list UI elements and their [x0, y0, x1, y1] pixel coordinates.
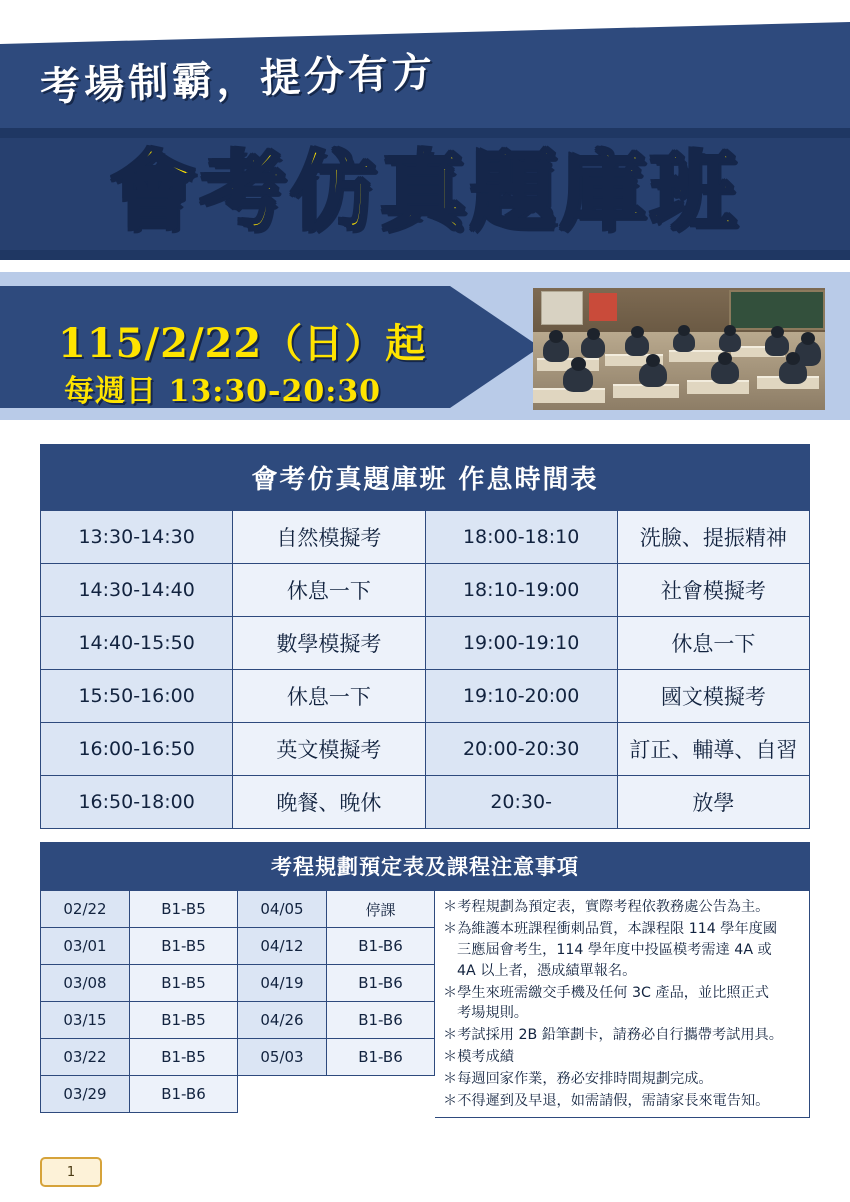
- schedule-activity-left: 休息一下: [233, 564, 425, 617]
- table-row: [41, 965, 435, 1002]
- plan-section: [40, 842, 810, 1118]
- table-row: [41, 928, 435, 965]
- schedule-activity-left: 自然模擬考: [233, 511, 425, 564]
- photo-student-head: [801, 332, 815, 345]
- note-item: [443, 897, 801, 918]
- schedule-time-left: 16:50-18:00: [41, 776, 233, 829]
- photo-student-head: [587, 328, 600, 340]
- schedule-time-right: 19:10-20:00: [425, 670, 617, 723]
- photo-student-head: [571, 357, 586, 371]
- note-line: ＊不得遲到及早退，如需請假，需請家長來電告知。: [443, 1092, 770, 1109]
- plan-date-right: 04/26: [238, 1002, 327, 1039]
- note-line: ＊為維護本班課程衝刺品質，本課程限 114 學年度國: [443, 920, 778, 937]
- plan-date-left: 03/29: [41, 1076, 130, 1113]
- plan-date-right: 05/03: [238, 1039, 327, 1076]
- note-line: ＊模考成績: [443, 1049, 514, 1066]
- schedule-time-right: 18:00-18:10: [425, 511, 617, 564]
- schedule-table: [40, 444, 810, 829]
- table-row: [41, 776, 810, 829]
- note-item: [443, 983, 801, 1025]
- photo-student-head: [718, 352, 732, 365]
- plan-code-left: B1-B5: [130, 1002, 238, 1039]
- schedule-time-right: 20:30-: [425, 776, 617, 829]
- plan-code-left: B1-B5: [130, 928, 238, 965]
- note-line: ＊考試採用 2B 鉛筆劃卡，請務必自行攜帶考試用具。: [443, 1027, 783, 1044]
- note-item: [443, 1069, 801, 1090]
- plan-code-left: B1-B5: [130, 965, 238, 1002]
- table-row: [41, 670, 810, 723]
- note-line: 考場規則。: [457, 1005, 528, 1022]
- photo-wall-poster: [541, 291, 583, 325]
- plan-date-right: 04/19: [238, 965, 327, 1002]
- plan-date-left: 02/22: [41, 891, 130, 928]
- table-row: [41, 617, 810, 670]
- plan-date-left: 03/01: [41, 928, 130, 965]
- table-row: [41, 511, 810, 564]
- plan-date-left: 03/22: [41, 1039, 130, 1076]
- schedule-activity-left: 晚餐、晚休: [233, 776, 425, 829]
- note-item: [443, 1025, 801, 1046]
- note-line: ＊考程規劃為預定表，實際考程依教務處公告為主。: [443, 899, 770, 915]
- start-date-text: 115/2/22（日）起: [58, 320, 427, 367]
- photo-student-head: [631, 326, 644, 338]
- photo-student-head: [786, 352, 800, 365]
- plan-body: [40, 890, 810, 1118]
- schedule-title: 會考仿真題庫班 作息時間表: [41, 445, 810, 511]
- photo-student-head: [724, 325, 736, 336]
- schedule-activity-right: 國文模擬考: [617, 670, 809, 723]
- schedule-time-left: 16:00-16:50: [41, 723, 233, 776]
- photo-student-head: [771, 326, 784, 338]
- schedule-time-left: 14:30-14:40: [41, 564, 233, 617]
- page-number: 1: [40, 1157, 102, 1187]
- classroom-photo: [533, 288, 825, 410]
- schedule-time-right: 19:00-19:10: [425, 617, 617, 670]
- table-row: [41, 891, 435, 928]
- weekly-time-text: 每週日 13:30-20:30: [64, 374, 382, 409]
- plan-code-left: B1-B5: [130, 891, 238, 928]
- schedule-header-row: [41, 445, 810, 511]
- note-item: [443, 1091, 801, 1112]
- plan-date-right: 04/12: [238, 928, 327, 965]
- plan-code-right: B1-B6: [327, 928, 435, 965]
- schedule-time-left: 15:50-16:00: [41, 670, 233, 723]
- schedule-activity-left: 英文模擬考: [233, 723, 425, 776]
- schedule-time-right: 18:10-19:00: [425, 564, 617, 617]
- schedule-activity-right: 訂正、輔導、自習: [617, 723, 809, 776]
- slogan-text: 考場制霸，提分有方: [39, 48, 437, 111]
- plan-title: 考程規劃預定表及課程注意事項: [40, 842, 810, 890]
- schedule-time-right: 20:00-20:30: [425, 723, 617, 776]
- photo-wall-poster-red: [589, 293, 617, 321]
- page-title: 會考仿真題庫班: [110, 141, 740, 242]
- schedule-time-left: 13:30-14:30: [41, 511, 233, 564]
- schedule-activity-right: 放學: [617, 776, 809, 829]
- plan-code-right: B1-B6: [327, 965, 435, 1002]
- note-item: [443, 1047, 801, 1068]
- schedule-activity-right: 休息一下: [617, 617, 809, 670]
- note-line: ＊每週回家作業，務必安排時間規劃完成。: [443, 1071, 713, 1087]
- plan-empty-cell: [327, 1076, 435, 1113]
- plan-table: [40, 890, 435, 1113]
- schedule-activity-left: 休息一下: [233, 670, 425, 723]
- schedule-activity-left: 數學模擬考: [233, 617, 425, 670]
- plan-code-left: B1-B6: [130, 1076, 238, 1113]
- plan-code-right: B1-B6: [327, 1039, 435, 1076]
- photo-desk: [669, 350, 725, 362]
- table-row: [41, 1039, 435, 1076]
- schedule-time-left: 14:40-15:50: [41, 617, 233, 670]
- note-item: [443, 919, 801, 982]
- note-line: 三應屆會考生，114 學年度中投區模考需達 4A 或: [457, 941, 772, 958]
- schedule-activity-right: 社會模擬考: [617, 564, 809, 617]
- plan-date-right: 04/05: [238, 891, 327, 928]
- plan-empty-cell: [238, 1076, 327, 1113]
- photo-blackboard: [729, 290, 825, 330]
- plan-code-right: B1-B6: [327, 1002, 435, 1039]
- table-row: [41, 723, 810, 776]
- plan-code-right: 停課: [327, 891, 435, 928]
- table-row: [41, 1076, 435, 1113]
- table-row: [41, 564, 810, 617]
- photo-student-head: [678, 325, 690, 336]
- table-row: [41, 1002, 435, 1039]
- photo-student-head: [646, 354, 660, 367]
- photo-student-head: [549, 330, 563, 343]
- schedule-activity-right: 洗臉、提振精神: [617, 511, 809, 564]
- note-line: 4A 以上者，憑成績單報名。: [457, 962, 637, 979]
- plan-date-left: 03/15: [41, 1002, 130, 1039]
- plan-date-left: 03/08: [41, 965, 130, 1002]
- notes-panel: [435, 890, 810, 1118]
- plan-code-left: B1-B5: [130, 1039, 238, 1076]
- note-line: ＊學生來班需繳交手機及任何 3C 產品，並比照正式: [443, 984, 769, 1001]
